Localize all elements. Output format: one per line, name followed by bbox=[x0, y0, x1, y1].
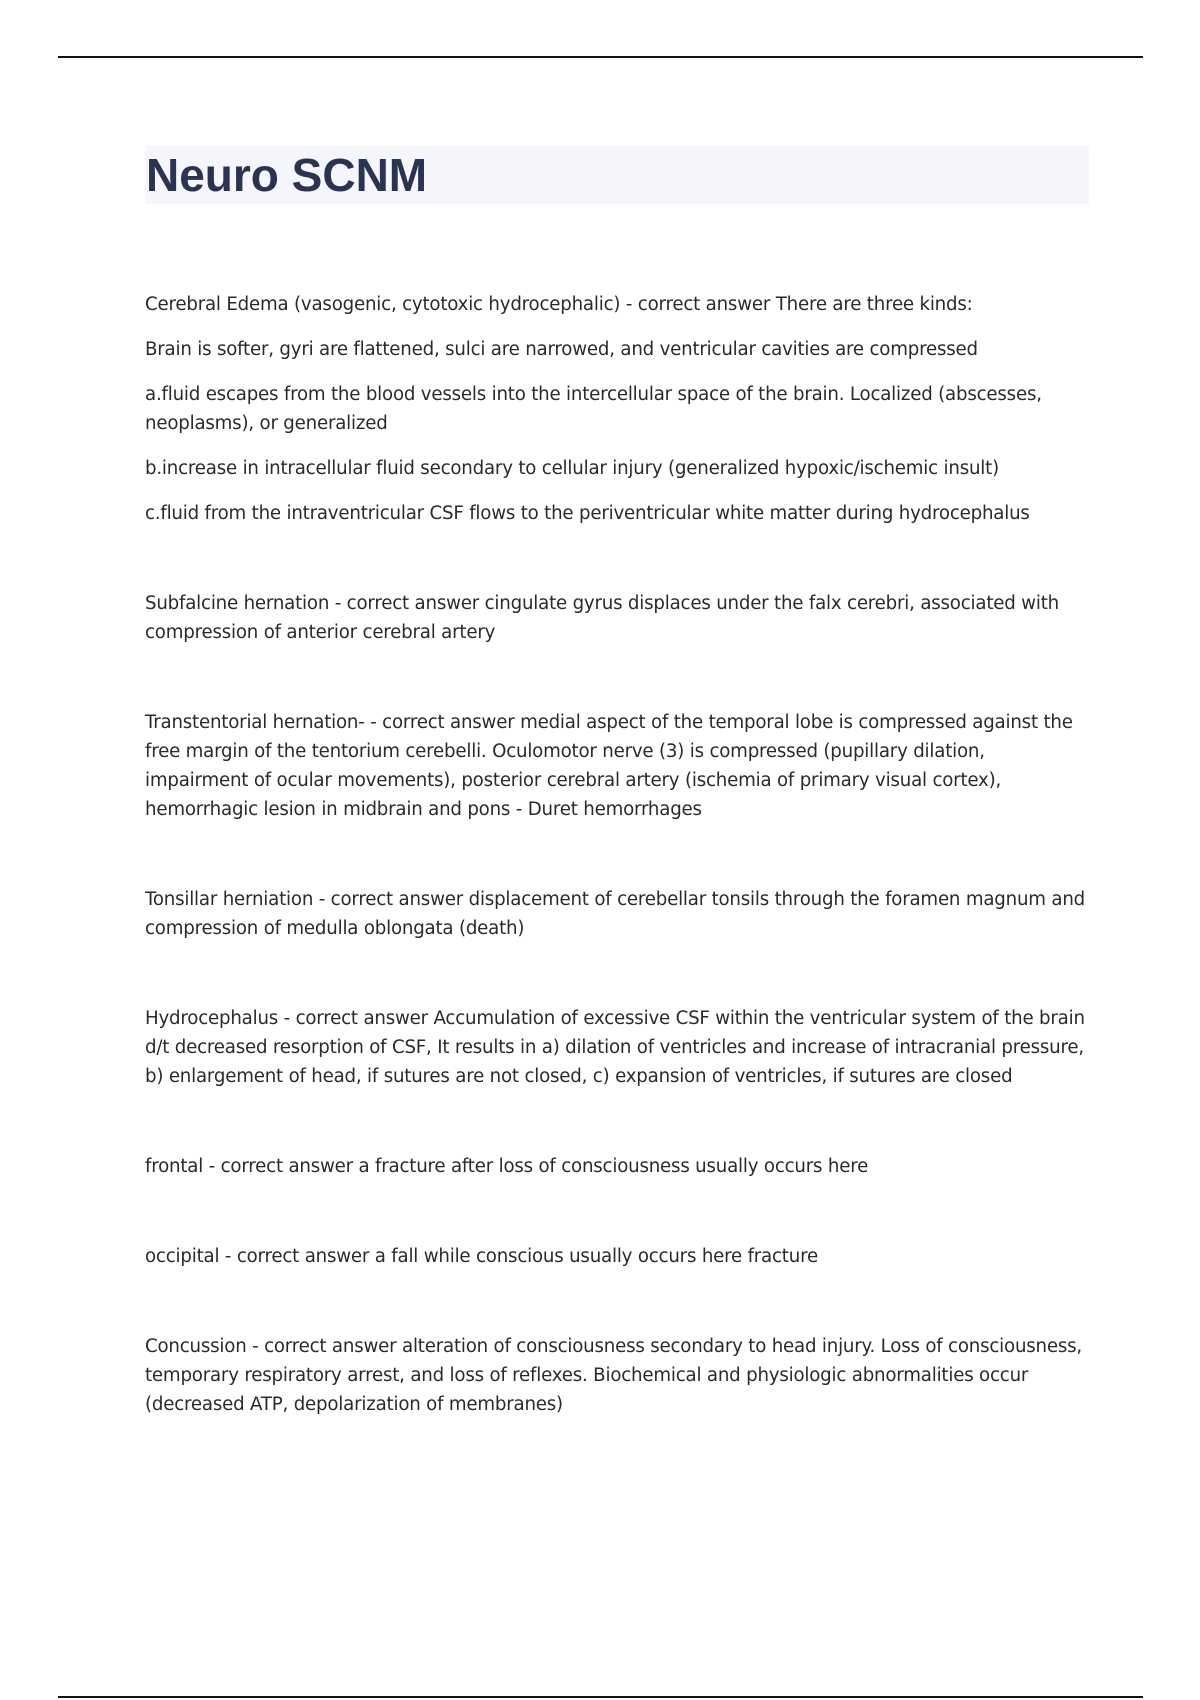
entry-paragraph: Hydrocephalus - correct answer Accumulation of excessive CSF within the ventricular system of the brain d/t decreased resorption of CSF, It results in a) dilation of ventricles and increase of intracranial pressure, b) enlargement of head, if sutures are not closed, c) expansion of ventricles, if sutures are closed bbox=[145, 1008, 1085, 1087]
entry-paragraph: Tonsillar herniation - correct answer displacement of cerebellar tonsils through the foramen magnum and compression of medulla oblongata (death) bbox=[145, 889, 1086, 939]
entry-transtentorial-hernation bbox=[145, 708, 1090, 824]
entry-paragraph: occipital - correct answer a fall while conscious usually occurs here fracture bbox=[145, 1246, 818, 1267]
entry-paragraph: Concussion - correct answer alteration of consciousness secondary to head injury. Loss of consciousness, temporary respiratory arrest, and loss of reflexes. Biochemical and physiologic abnormalities occur (decreased ATP, depolarization of membranes) bbox=[145, 1336, 1083, 1415]
entry-subfalcine-hernation bbox=[145, 589, 1090, 647]
entry-paragraph: Transtentorial hernation- - correct answer medial aspect of the temporal lobe is compressed against the free margin of the tentorium cerebelli. Oculomotor nerve (3) is compressed (pupillary dilation, impairment of ocular movements), posterior cerebral artery (ischemia of primary visual cortex), hemorrhagic lesion in midbrain and pons - Duret hemorrhages bbox=[145, 712, 1073, 820]
document-title: Neuro SCNM bbox=[146, 149, 428, 201]
entry-paragraph: a.fluid escapes from the blood vessels into the intercellular space of the brain. Localized (abscesses, neoplasms), or generalized bbox=[145, 384, 1042, 434]
entry-hydrocephalus bbox=[145, 1004, 1090, 1091]
entry-paragraph: frontal - correct answer a fracture after loss of consciousness usually occurs here bbox=[145, 1156, 869, 1177]
entry-occipital bbox=[145, 1242, 1090, 1271]
entry-paragraph: b.increase in intracellular fluid secondary to cellular injury (generalized hypoxic/ischemic insult) bbox=[145, 458, 999, 479]
entry-paragraph: Cerebral Edema (vasogenic, cytotoxic hydrocephalic) - correct answer There are three kinds: bbox=[145, 294, 973, 315]
entry-frontal bbox=[145, 1152, 1090, 1181]
footer-rule bbox=[58, 1696, 1143, 1698]
entry-concussion bbox=[145, 1332, 1090, 1419]
document-body bbox=[145, 290, 1090, 1419]
entry-paragraph: Subfalcine hernation - correct answer cingulate gyrus displaces under the falx cerebri, associated with compression of anterior cerebral artery bbox=[145, 593, 1059, 643]
entry-cerebral-edema bbox=[145, 290, 1090, 528]
entry-tonsillar-herniation bbox=[145, 885, 1090, 943]
entry-paragraph: Brain is softer, gyri are flattened, sulci are narrowed, and ventricular cavities are compressed bbox=[145, 339, 978, 360]
header-rule bbox=[58, 56, 1143, 58]
entry-paragraph: c.fluid from the intraventricular CSF flows to the periventricular white matter during hydrocephalus bbox=[145, 503, 1030, 524]
